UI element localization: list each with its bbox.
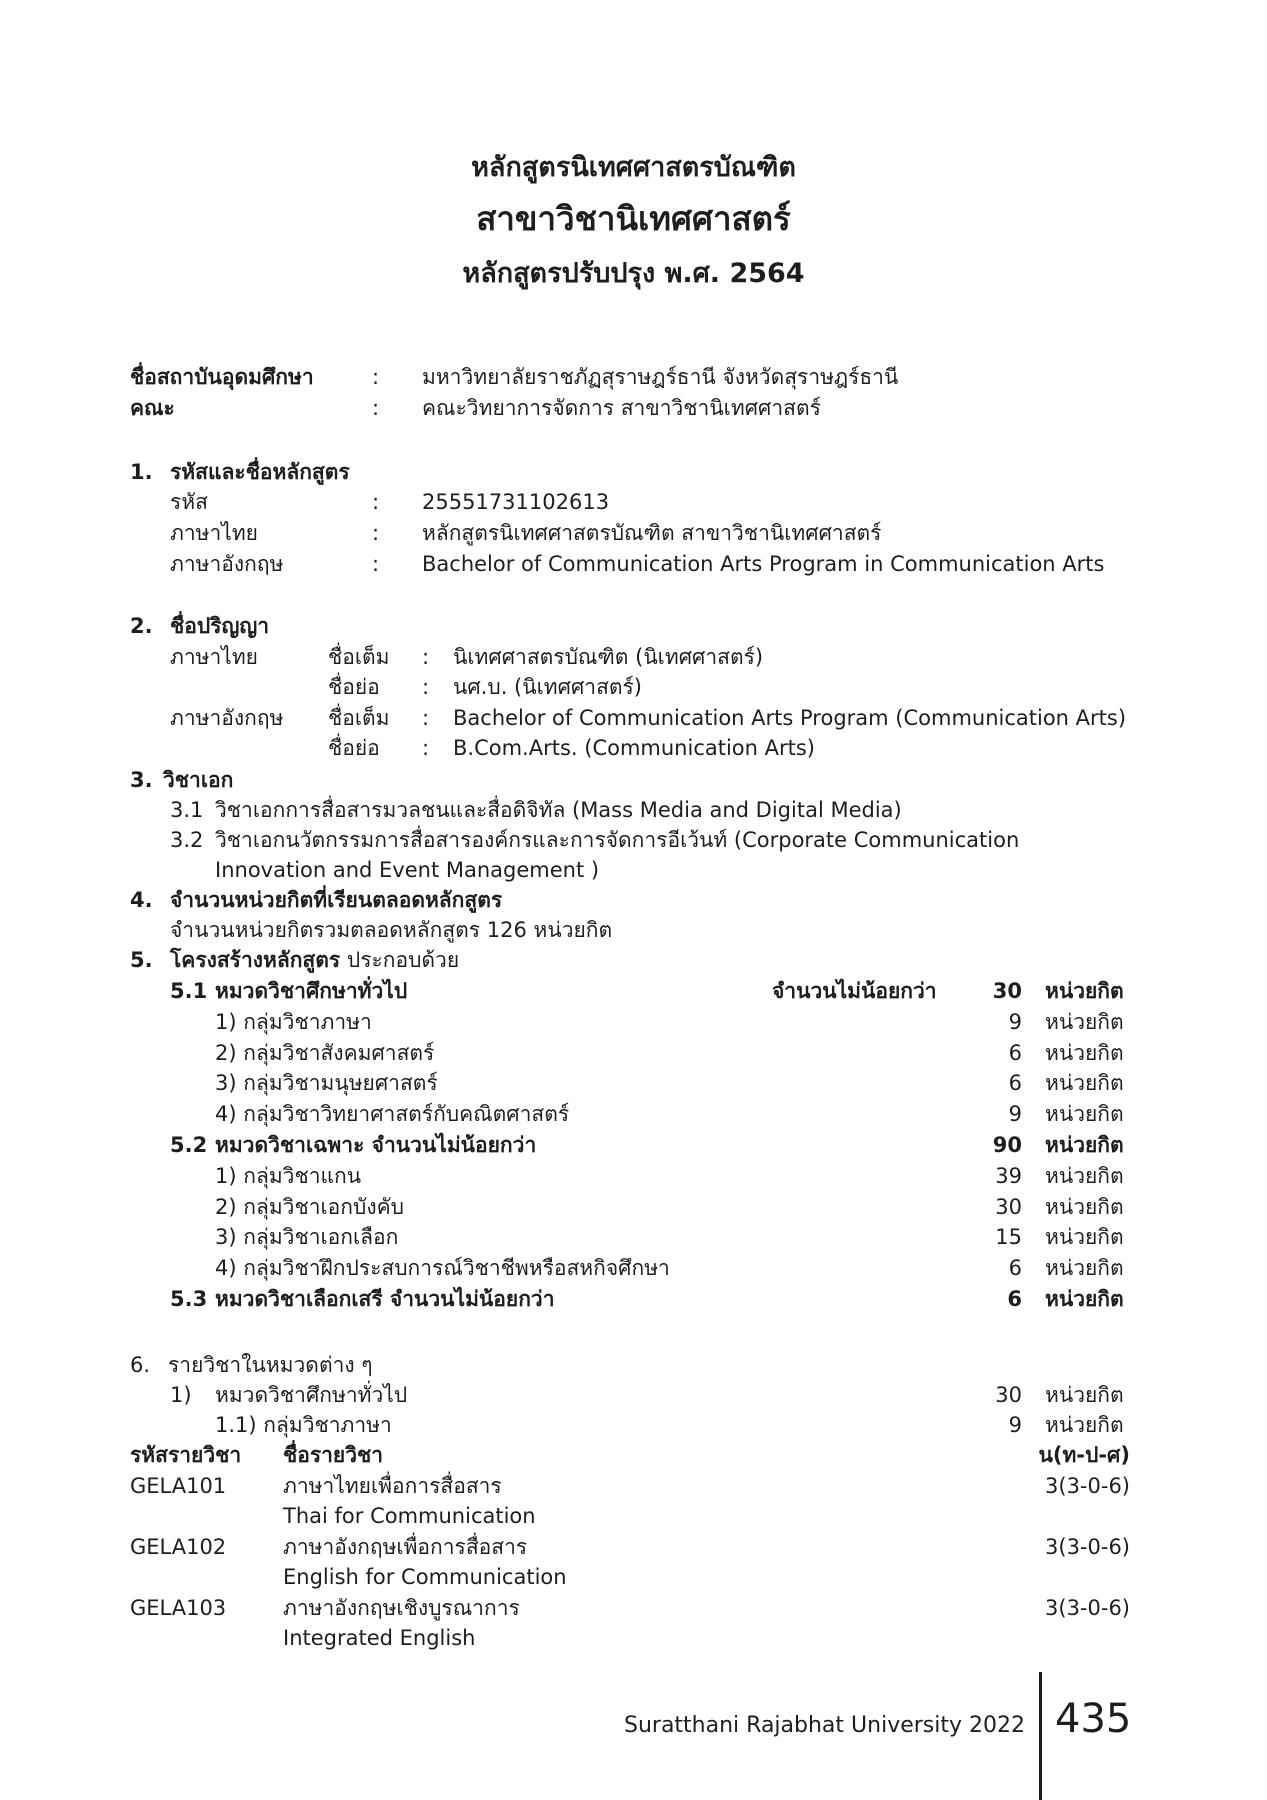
section6-sub1-credits: 30 [995,1383,1022,1407]
section4-heading: จำนวนหน่วยกิตที่เรียนตลอดหลักสูตร [170,888,503,912]
group2-item-unit: หน่วยกิต [1045,1256,1124,1280]
group1-item-unit: หน่วยกิต [1045,1102,1124,1126]
course-code: GELA102 [130,1535,227,1559]
section5-heading: โครงสร้างหลักสูตร [170,948,341,972]
group1-title: หมวดวิชาศึกษาทั่วไป [215,979,408,1003]
group2-credits: 90 [992,1133,1022,1157]
group1-credits: 30 [992,979,1022,1003]
faculty-value: คณะวิทยาการจัดการ สาขาวิชานิเทศศาสตร์ [422,396,821,420]
section2-thai-full-sub: ชื่อเต็ม [328,645,390,669]
section2-eng-abbr-sub: ชื่อย่อ [328,736,380,760]
title-line-2: สาขาวิชานิเทศศาสตร์ [476,199,791,238]
group2-item: 2) กลุ่มวิชาเอกบังคับ [215,1195,404,1219]
section5-number: 5. [130,948,153,972]
section2-eng-full-value: Bachelor of Communication Arts Program (Communication Arts) [453,706,1127,730]
group2-unit: หน่วยกิต [1045,1133,1124,1157]
footer-divider [1039,1672,1042,1800]
institution-value: มหาวิทยาลัยราชภัฏสุราษฎร์ธานี จังหวัดสุราษฎร์ธานี [422,365,899,389]
section6-number: 6. [130,1353,151,1377]
section2-thai-abbr-value: นศ.บ. (นิเทศศาสตร์) [453,675,642,699]
course-name-th: ภาษาไทยเพื่อการสื่อสาร [283,1474,502,1498]
course-name-en: Thai for Communication [283,1504,536,1528]
group1-item: 3) กลุ่มวิชามนุษยศาสตร์ [215,1071,438,1095]
course-name-th: ภาษาอังกฤษเชิงบูรณาการ [283,1596,520,1620]
group2-item: 3) กลุ่มวิชาเอกเลือก [215,1225,399,1249]
section2-heading: ชื่อปริญญา [170,614,270,638]
section2-eng-abbr-value: B.Com.Arts. (Communication Arts) [453,736,816,760]
group2-item: 4) กลุ่มวิชาฝึกประสบการณ์วิชาชีพหรือสหกิจศึกษา [215,1256,670,1280]
group1-item-unit: หน่วยกิต [1045,1010,1124,1034]
group2-item-credits: 39 [995,1164,1022,1188]
group2-item-credits: 30 [995,1195,1022,1219]
section5-heading-line [170,948,459,973]
footer-university: Suratthani Rajabhat University 2022 [623,1713,1025,1738]
table-header-credit: น(ท-ป-ศ) [1038,1443,1130,1467]
group3-unit: หน่วยกิต [1045,1287,1124,1311]
section1-english-colon: : [372,552,380,576]
course-code: GELA101 [130,1474,227,1498]
section2-eng-abbr-colon: : [422,736,430,760]
course-name-en: Integrated English [283,1626,476,1650]
title-line-3: หลักสูตรปรับปรุง พ.ศ. 2564 [462,258,805,289]
course-name-th: ภาษาอังกฤษเพื่อการสื่อสาร [283,1535,528,1559]
course-code: GELA103 [130,1596,227,1620]
group1-item-credits: 6 [1008,1041,1022,1065]
section2-number: 2. [130,614,153,638]
major-item-text: วิชาเอกการสื่อสารมวลชนและสื่อดิจิทัล (Mass Media and Digital Media) [215,798,902,822]
section6-sub11-title: 1.1) กลุ่มวิชาภาษา [215,1413,392,1437]
table-header-code: รหัสรายวิชา [130,1443,242,1467]
group1-num: 5.1 [170,979,208,1003]
course-name-en: English for Communication [283,1565,567,1589]
group2-item-unit: หน่วยกิต [1045,1164,1124,1188]
institution-colon: : [372,365,380,389]
section6-sub1-num: 1) [170,1383,192,1407]
section2-thai-abbr-colon: : [422,675,430,699]
group1-item: 1) กลุ่มวิชาภาษา [215,1010,372,1034]
institution-label: ชื่อสถาบันอุดมศึกษา [130,365,314,389]
group1-item: 2) กลุ่มวิชาสังคมศาสตร์ [215,1041,435,1065]
section2-thai-label: ภาษาไทย [170,645,258,669]
section6-sub1-unit: หน่วยกิต [1045,1383,1124,1407]
group2-item-credits: 6 [1008,1256,1022,1280]
group2-item: 1) กลุ่มวิชาแกน [215,1164,362,1188]
section1-english-label: ภาษาอังกฤษ [170,552,284,576]
page-number: 435 [1055,1696,1132,1742]
group2-item-unit: หน่วยกิต [1045,1225,1124,1249]
section5-heading-suffix: ประกอบด้วย [346,948,460,972]
group1-item: 4) กลุ่มวิชาวิทยาศาสตร์กับคณิตศาสตร์ [215,1102,570,1126]
group2-num: 5.2 [170,1133,208,1157]
group3-num: 5.3 [170,1287,208,1311]
section3-heading: วิชาเอก [163,768,234,792]
section2-thai-full-colon: : [422,645,430,669]
section2-eng-full-sub: ชื่อเต็ม [328,706,390,730]
major-item-text: วิชาเอกนวัตกรรมการสื่อสารองค์กรและการจัดการอีเว้นท์ (Corporate Communication [215,828,1020,852]
course-credit: 3(3-0-6) [1045,1474,1130,1498]
group1-item-credits: 9 [1008,1102,1022,1126]
section2-thai-full-value: นิเทศศาสตรบัณฑิต (นิเทศศาสตร์) [453,645,764,669]
major-item-text-cont: Innovation and Event Management ) [215,858,600,882]
section3-number: 3. [130,768,153,792]
course-credit: 3(3-0-6) [1045,1535,1130,1559]
section1-thai-colon: : [372,521,380,545]
section1-english-value: Bachelor of Communication Arts Program in Communication Arts [422,552,1105,576]
section1-number: 1. [130,460,153,484]
section4-number: 4. [130,888,153,912]
group3-credits: 6 [1007,1287,1022,1311]
group2-title: หมวดวิชาเฉพาะ จำนวนไม่น้อยกว่า [215,1133,537,1157]
section1-thai-value: หลักสูตรนิเทศศาสตรบัณฑิต สาขาวิชานิเทศศาสตร์ [422,521,882,545]
section1-code-label: รหัส [170,490,208,514]
group1-item-credits: 9 [1008,1010,1022,1034]
group3-title: หมวดวิชาเลือกเสรี จำนวนไม่น้อยกว่า [215,1287,555,1311]
section6-heading: รายวิชาในหมวดต่าง ๆ [168,1353,373,1377]
section1-heading: รหัสและชื่อหลักสูตร [170,460,350,484]
group1-item-unit: หน่วยกิต [1045,1041,1124,1065]
section1-code-value: 25551731102613 [422,490,610,514]
section2-thai-abbr-sub: ชื่อย่อ [328,675,380,699]
section2-eng-full-colon: : [422,706,430,730]
faculty-colon: : [372,396,380,420]
major-item-num: 3.1 [170,798,204,822]
group1-qualifier: จำนวนไม่น้อยกว่า [772,979,937,1003]
group2-item-unit: หน่วยกิต [1045,1195,1124,1219]
faculty-label: คณะ [130,396,175,420]
section1-thai-label: ภาษาไทย [170,521,258,545]
major-item-num: 3.2 [170,828,204,852]
section1-code-colon: : [372,490,380,514]
group1-item-unit: หน่วยกิต [1045,1071,1124,1095]
group1-item-credits: 6 [1008,1071,1022,1095]
section6-sub11-unit: หน่วยกิต [1045,1413,1124,1437]
section6-sub1-title: หมวดวิชาศึกษาทั่วไป [215,1383,408,1407]
title-line-1: หลักสูตรนิเทศศาสตรบัณฑิต [471,152,796,183]
section4-text: จำนวนหน่วยกิตรวมตลอดหลักสูตร 126 หน่วยกิต [170,918,613,942]
group1-unit: หน่วยกิต [1045,979,1124,1003]
table-header-name: ชื่อรายวิชา [283,1443,384,1467]
course-credit: 3(3-0-6) [1045,1596,1130,1620]
group2-item-credits: 15 [995,1225,1022,1249]
section6-sub11-credits: 9 [1008,1413,1022,1437]
section2-english-label: ภาษาอังกฤษ [170,706,284,730]
